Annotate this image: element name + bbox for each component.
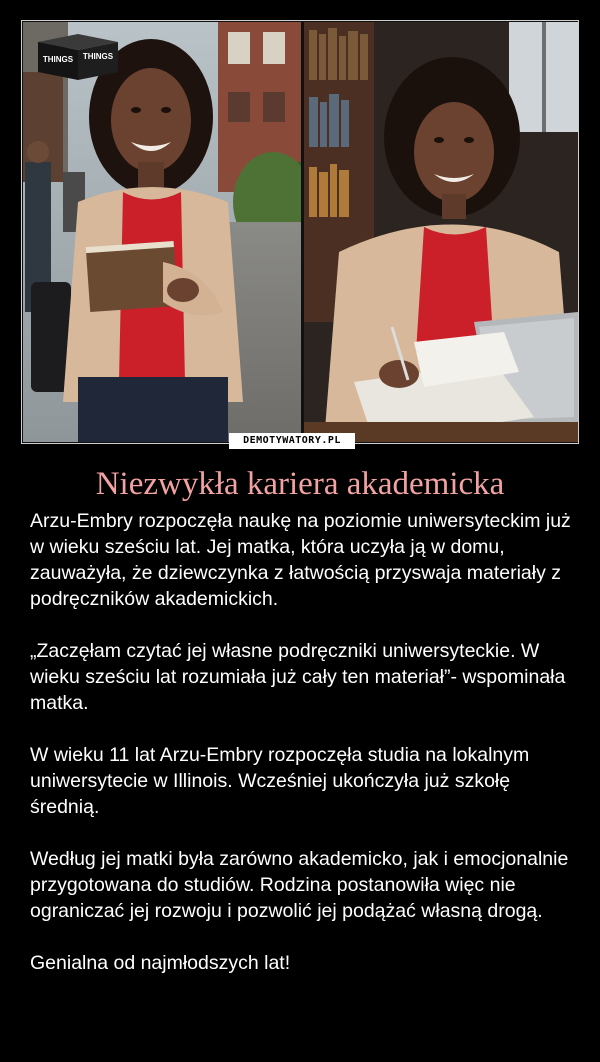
photo-girl-at-laptop [304,22,578,442]
paragraph: W wieku 11 lat Arzu-Embry rozpoczęła studia na lokalnym uniwersytecie w Illinois. Wcześniej ukończyła już szkołę średnią. [30,744,530,818]
things-logo [33,32,123,82]
svg-text:THINGS: THINGS [82,52,114,61]
paragraph: „Zaczęłam czytać jej własne podręczniki uniwersyteckie. W wieku sześciu lat rozumiała już cały ten materiał”- wspominała matka. [30,640,566,714]
page-title: Niezwykła kariera akademicka [95,466,505,502]
svg-text:THINGS: THINGS [42,55,74,64]
photo-girl-with-book [23,22,301,442]
paragraph: Arzu-Embry rozpoczęła naukę na poziomie uniwersyteckim już w wieku sześciu lat. Jej matka, która uczyła ją w domu, zauważyła, że dziewczynka z łatwością przyswaja materiały z podręczników akademickich. [30,510,571,610]
paragraph: Według jej matki była zarówno akademicko, jak i emocjonalnie przygotowana do studiów. Rodzina postanowiła więc nie ograniczać jej rozwoju i pozwolić jej podążać własną drogą. [30,848,569,922]
photo-frame [21,20,579,444]
watermark-logo[interactable]: DEMOTYWATORY.PL [229,433,355,449]
paragraph: Genialna od najmłodszych lat! [30,952,291,974]
article-body [30,508,575,976]
